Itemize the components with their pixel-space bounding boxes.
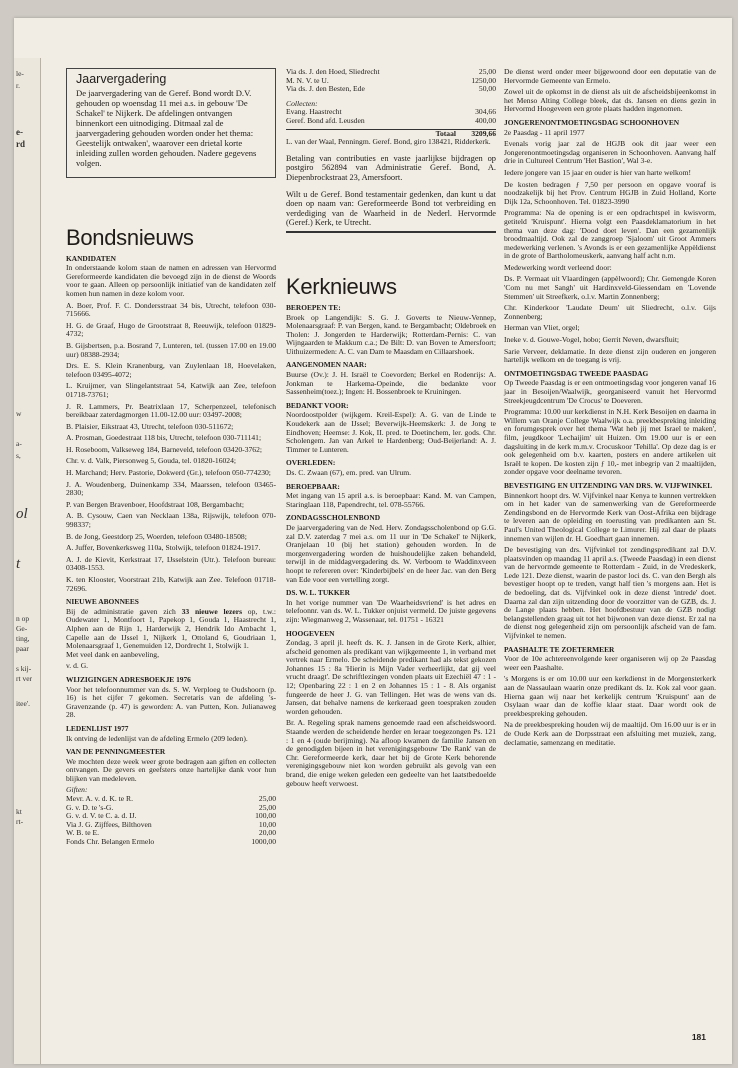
amount-value: 10,00 [258, 819, 276, 829]
paashalte-heading: PAASHALTE TE ZOETERMEER [504, 644, 615, 654]
beroepbaar-text: Met ingang van 15 april a.s. is beroepbaar: Kand. M. van Campen, Staringlaan 118, Papendrecht, tel. 078-55766. [286, 491, 496, 509]
previous-page-fragment: le- [16, 69, 24, 78]
kandidaat-entry: H. Marchand; Herv. Pastorie, Dokwerd (Gr.), telefoon 050-774230; [66, 468, 271, 478]
previous-page-fragment: e- [16, 127, 23, 137]
jongeren_schoonhoven-paragraph: De kosten bedragen ƒ 7,50 per persoon en opgave vooraf is noodzakelijk bij het Prov. Centrum HGJB in Zuid Holland, Korte Dijk 12a, Schoonhoven. Tel. 01823-3990 [504, 179, 716, 206]
hoogeveen-paragraph: Br. A. Regeling sprak namens genoemde raad een afscheidswoord. Staande werden de scheidende herder en leraar toegezongen Ps. 121 : 1 en 4 (oude berijming). Na afloop kwamen de familie Jansen en de genodigden bijeen in het verenigingsgebouw 'De Rank' van de Chr. Gereformeerde kerk, daar het bij de Grote Kerk behorende verenigingsgebouw niet kon worden gebruikt als gevolg van een brand, die enige weken geleden een gedeelte van het laatstbedoelde gebouw heeft verwoest. [286, 718, 496, 788]
amount-value: 25,00 [258, 802, 276, 812]
hoogeveen-paragraph: De dienst werd onder meer bijgewoond door een deputatie van de Hervormde Gemeente van Ermelo. [504, 67, 716, 85]
jongeren_schoonhoven-paragraph: Medewerking wordt verleend door: [504, 262, 612, 272]
amount-value: 20,00 [258, 828, 276, 838]
ontmoeting_tweede-paragraph: Programma: 10.00 uur kerkdienst in N.H. Kerk Besoijen en daarna in Willem van Oranje College Waalwijk o.a. preekbespreking inleiding en forumgesprek over het thema 'Wat heb jij met Israel te maken', film, jeugdkoor 'Lechaijim' uit Huizen. Om 19.00 uur is er een dagsluiting in de kerk m.m.v. Crocuskoor 'Tehilla'. Op deze dag is er ook gelegenheid om b.v. kaarten, posters en andere artikelen uit Israël te kopen. De kosten zijn ƒ 10,- met inbegrip van 2 maaltijden, zonder opgave voor deelname tevoren. [504, 407, 716, 477]
totaal-amount: 3209,66 [460, 129, 496, 138]
previous-page-strip [14, 58, 41, 1064]
totaal-label: Totaal [286, 129, 460, 138]
giften-table [66, 795, 276, 847]
hoogeveen-heading: HOOGEVEEN [286, 628, 335, 638]
previous-page-fragment: paar [16, 644, 29, 653]
kandidaten-heading: KANDIDATEN [66, 253, 116, 263]
previous-page-fragment: ol [16, 506, 28, 522]
jongeren_schoonhoven-paragraph: Iedere jongere van 15 jaar en ouder is hier van harte welkom! [504, 167, 692, 177]
aangenomen-heading: AANGENOMEN NAAR: [286, 360, 367, 370]
previous-page-fragment: kt [16, 807, 22, 816]
tukker-text: In het vorige nummer van 'De Waarheidsvriend' is het adres en telefoonnr. van ds. W. L. Tukker onjuist vermeld. De juiste gegevens zijn: Wiegmanweg 2, Wassenaar, tel. 01751 - 16321 [286, 597, 496, 624]
jongeren_schoonhoven-paragraph: Programma: Na de opening is er een opdrachtspel in kwisvorm, getiteld 'Kruispunt'. Hierna volgt een Paasdeklamatorium in het thema van deze dag: 'Dood doet leven'. Dan een gezamenlijk broodmaaltijd. Ook zal de zanggroep 'Sjaloom' uit Groot Ammers medewerking verlenen. 's Avonds is er een gezamenlijke Appèldienst in de grote of Bartholomeuskerk, aanvang half acht n.m. [504, 208, 716, 261]
previous-page-fragment: Ge- [16, 624, 28, 633]
jongeren_schoonhoven-paragraph: Ineke v. d. Gouwe-Vogel, hobo; Gerrit Neven, dwarsfluit; [504, 335, 680, 345]
paashalte-paragraph: Voor de 10e achtereenvolgende keer organiseren wij op 2e Paasdag weer een Paashalte. [504, 654, 716, 672]
ontmoeting_tweede-heading: ONTMOETINGSDAG TWEEDE PAASDAG [504, 368, 649, 378]
contributies-text: Betaling van contributies en vaste jaarlijkse bijdragen op postgiro 562894 van Administratie Geref. Bond, A. Diepenbrockstraat 23, Amersfoort. [286, 153, 496, 182]
vijfwinkel-paragraph: De bevestiging van drs. Vijfvinkel tot zendingspredikant zal D.V. plaatsvinden op maandag 11 april a.s. (Tweede Paasdag) in een dienst van de hervormde gemeente te Rotterdam - Zuid, in de Vredeskerk, Lede 121. Deze dienst, waarin de pastor loci ds. C. van den Bergh als bevestiger hoopt op te treden, vangt half tien 's morgens aan. Het is de bedoeling, dat ds. Vijfvinkel ook in deze dienst 'intrede' doet. Daarna zal dan zijn uitzending door de voorzitter van de GZB, ds. J. de Lange plaats hebben. Het hoofdbestuur van de GZB nodigt belangstellenden graag uit tot het bijwonen van deze dienst. Er zal na de dienst nog gelegenheid zijn om persoonlijk afscheid van de fam. Vijfvinkel te nemen. [504, 545, 716, 641]
amount-name: W. B. te E. [66, 828, 100, 838]
amount-value: 25,00 [258, 794, 276, 804]
column-2 [286, 68, 496, 791]
wijzigingen-text: Voor het telefoonnummer van ds. S. W. Verploeg te Oudshoorn (p. 16) is het cijfer 7 gekomen. Secretaris van de afdeling 's-Gravenzande (p. 47) is geworden: A. van Putten, Kon. Julianaweg 28. [66, 684, 276, 720]
amount-name: M. N. V. te U. [286, 75, 329, 85]
amount-value: 400,00 [475, 115, 496, 125]
abonnees-text-before: Bij de administratie gaven zich [66, 606, 182, 616]
kerknieuws-column-3 [504, 68, 716, 747]
vijfwinkel-heading: BEVESTIGING EN UITZENDING VAN DRS. W. VIJFWINKEL [504, 480, 713, 490]
abonnees-text [66, 608, 276, 660]
jongeren_schoonhoven-paragraph: 2e Paasdag - 11 april 1977 [504, 127, 585, 137]
abonnees-heading: NIEUWE ABONNEES [66, 597, 139, 607]
previous-page-fragment: t [16, 556, 21, 572]
kerknieuws-title: Kerknieuws [286, 273, 397, 299]
testament-text: Wilt u de Geref. Bond testamentair gedenken, dan kunt u dat doen op naam van: Gereformeerde Bond tot verbreiding en verdediging van de Waarheid in de Nederl. Hervormde (Geref.) Kerk, te Utrecht. [286, 189, 496, 228]
bondsnieuws-title: Bondsnieuws [66, 224, 194, 250]
jongeren_schoonhoven-paragraph: Ds. P. Vermaat uit Vlaardingen (appèlwoord); Chr. Gemengde Koren 'Com nu met Sangh' uit Hardinxveld-Giessendam en 'Lovende Stemmen' uit Streefkerk, o.l.v. Martin Zonnenberg; [504, 274, 716, 301]
amount-value: 1250,00 [471, 75, 496, 85]
collecten-label: Collecten: [286, 98, 318, 108]
kandidaat-entry: J. R. Lammers, Pr. Beatrixlaan 17, Scherpenzeel, telefonisch bereikbaar zaterdagmorgen 11.00-12.00 uur: 03497-2008; [66, 401, 276, 420]
beroepen_te-text: Broek op Langendijk: S. G. J. Goverts te Nieuw-Vennep, Molenaarsgraaf: P. van Bergen, kand. te Bergambacht; Oldebroek en Tholen: J. Jongerden te Harderwijk; Rotterdam-Pernis: C. van Wijngaarden te Makkum c.a.; De Bilt: D. van Boven te Amersfoort; Uithuizermeden: A. C. van Dam te Maasdam en Cillaarshoek. [286, 312, 496, 356]
hoogeveen-paragraph: Zondag, 3 april jl. heeft ds. K. J. Jansen in de Grote Kerk, alhier, afscheid genomen als predikant van wijkgemeente 1, in verband met vertrek naar Ermelo. De scheidende predikant had als tekst gekozen Johannes 15 : 8a 'Hierin is Mijn Vader verheerlijkt, dat gij veel vrucht draagt'. De schriftlezingen vonden plaats uit Ezechiël 47 : 1 - 12; Openbaring 22 : 1 en 2 en Johannes 15 : 1 - 8. Als organist fungeerde de heer J. G. van Tellingen. Het was de wens van ds. Jansen, dat behalve namens de kerkeraad geen toespraken zouden worden gehouden. [286, 638, 496, 716]
previous-page-fragment: s, [16, 451, 21, 460]
previous-page-fragment: rd [16, 139, 25, 149]
kandidaat-entry: J. A. Woudenberg, Duinenkamp 334, Maarssen, telefoon 03465-2830; [66, 479, 276, 498]
ledenlijst-heading: LEDENLIJST 1977 [66, 723, 129, 733]
previous-page-fragment: a- [16, 439, 22, 448]
jongeren_schoonhoven-paragraph: Chr. Kinderkoor 'Laudate Deum' uit Sliedrecht, o.l.v. Gijs Zonnenberg; [504, 303, 716, 321]
previous-page-fragment: ting, [16, 634, 30, 643]
abonnees-closing: Met veel dank en aanbeveling, [66, 649, 159, 659]
penningmeester-text: We mochten deze week weer grote bedragen aan giften en collecten ontvangen. De gevers en geefsters onze hartelijke dank voor hun blijken van medeleven. [66, 756, 276, 783]
paashalte-paragraph: Na de preekbespreking houden wij de maaltijd. Om 16.00 uur is er in de Oude Kerk aan de Dorpsstraat een afsluiting met muziek, zang, declamatie, samenzang en meditatie. [504, 720, 716, 747]
amount-value: 50,00 [478, 84, 496, 94]
kandidaten-list [66, 264, 276, 593]
kandidaat-entry: A. J. de Kievit, Kerkstraat 17, IJsselstein (Utr.). Telefoon bureau: 03408-1553. [66, 554, 276, 573]
beroepbaar-heading: BEROEPBAAR: [286, 481, 340, 491]
abonnees-text-after: op, t.w.: Oudewater 1, Montfoort 1, Papekop 1, Gouda 1, Haastrecht 1, Alphen aan de Rijn 1, Harderwijk 2, Hendrik Ido Ambacht 1, Capelle aan de IJssel 1, Nijkerk 1, Ottoland 6, Goudriaan 1, Molenaarsgraaf 1, Genemuiden 12, Dordrecht 1, Stolwijk 1. [66, 606, 277, 651]
jongeren_schoonhoven-paragraph: Herman van Vliet, orgel; [504, 323, 580, 333]
hoogeveen-paragraph: Zowel uit de opkomst in de dienst als uit de afscheidsbijeenkomst in het Menso Alting College bleek, dat ds. Jansen en diens gezin in Hervormd Hoogeveen een grote plaats hadden ingenomen. [504, 87, 716, 114]
jaarvergadering-text: De jaarvergadering van de Geref. Bond wordt D.V. gehouden op woensdag 11 mei a.s. in gebouw 'De Schakel' te Nijkerk. De afdelingen ontvangen binnenkort een uitnodiging. Ditmaal zal de jaarvergadering gehouden worden onder het thema: Geestelijk ontwaken', waarover een drietal korte inleiding zullen worden gehouden. Nadere gegevens volgen. [76, 87, 257, 168]
kandidaat-entry: A. B. Cysouw, Caen van Necklaan 138a, Rijswijk, telefoon 070-998337; [66, 511, 276, 530]
overleden-text: Ds. C. Zwaan (67), em. pred. van Ulrum. [286, 468, 412, 477]
zondagsschool-heading: ZONDAGSSCHOLENBOND [286, 513, 381, 523]
jongeren_schoonhoven-paragraph: Sarie Verveer, deklamatie. In deze dienst zijn ouderen en jongeren hartelijk welkom en de toegang is vrij. [504, 346, 716, 365]
previous-page-fragment: rt- [16, 817, 24, 826]
amount-name: Geref. Bond afd. Leusden [286, 115, 365, 125]
beroepen_te-heading: BEROEPEN TE: [286, 302, 341, 312]
kandidaat-entry: L. Kruijmer, van Slingelantstraat 54, Katwijk aan Zee, telefoon 01718-73761; [66, 381, 276, 399]
kandidaat-entry: K. ten Klooster, Voorstraat 21b, Katwijk aan Zee. Telefoon 01718-72696. [66, 575, 276, 593]
amount-value: 100,00 [255, 811, 276, 821]
kandidaat-entry: B. Plaisier, Eikstraat 43, Utrecht, telefoon 030-511672; [66, 421, 234, 431]
amount-value: 1000,00 [251, 837, 276, 847]
jongeren_schoonhoven-paragraph: Evenals vorig jaar zal de HGJB ook dit jaar weer een Jongerenontmoetingsdag organiseren in Schoonhoven. Aanvang half drie in Cultureel Centrum 'Het Bastion', Wal 3-e. [504, 139, 716, 166]
kandidaat-entry: B. Gijsbertsen, p.a. Bosrand 7, Lunteren, tel. (tussen 17.00 en 19.00 uur) 08388-2934; [66, 340, 276, 359]
giften-label: Giften: [66, 785, 88, 795]
jaarvergadering-title: Jaarvergadering [76, 72, 167, 86]
column-3 [504, 68, 716, 750]
amount-name: Fonds Chr. Belangen Ermelo [66, 837, 155, 847]
tukker-heading: DS. W. L. TUKKER [286, 588, 350, 598]
aangenomen-text: Buurse (Ov.): J. H. Israël te Coevorden; Berkel en Rodenrijs: A. Jonkman te Harkema-Opeinde, die bedankte voor Sassenheim(toez.); Ingen: H. Bossenbroek te Kruiningen. [286, 370, 496, 397]
amount-name: G. v. D. te 's-G. [66, 802, 114, 812]
previous-page-fragment: w [16, 409, 22, 418]
penningmeester-heading: VAN DE PENNINGMEESTER [66, 747, 166, 757]
giften-cont-table [286, 68, 496, 94]
abonnees-sign: v. d. G. [66, 661, 89, 671]
kandidaat-entry: A. Juffer, Bovenkerksweg 110a, Stolwijk, telefoon 01824-1917. [66, 543, 261, 553]
amount-name: Via ds. J. den Besten, Ede [286, 84, 365, 94]
magazine-page [14, 18, 732, 1064]
amount-name: Via ds. J. den Hoed, Sliedrecht [286, 67, 380, 76]
kandidaat-entry: H. Roseboom, Valkseweg 184, Barneveld, telefoon 03420-3762; [66, 444, 262, 454]
zondagsschool-text: De jaarvergadering van de Ned. Herv. Zondagsscholenbond op G.G. zal D.V. zaterdag 7 mei a.s. om 11 uur in 'De Schakel' te Nijkerk, Oranjelaan 10 (bij het station) gehouden worden. In de morgenvergadering worden de huishoudelijke zaken behandeld, terwijl in de middagvergadering ds. W. Verboom te Waddinxveen hoopt te refereren over: 'Kinderbijbels' en de heer Jac. van den Berg van Ede voor een vertelling zorgt. [286, 522, 496, 584]
penningmeester-sign: L. van der Waal, Penningm. Geref. Bond, giro 138421, Ridderkerk. [286, 137, 491, 147]
amount-name: G. v. d. V. te C. a. d. IJ. [66, 811, 137, 821]
kandidaat-entry: H. G. de Graaf, Hugo de Grootstraat 8, Reeuwijk, telefoon 01829-4732; [66, 320, 276, 339]
section-rule [286, 231, 496, 233]
kandidaat-entry: P. van Bergen Bravenboer, Hoofdstraat 108, Bergambacht; [66, 499, 245, 509]
page-number: 181 [691, 1032, 706, 1042]
kandidaat-entry: B. de Jong, Geestdorp 25, Woerden, telefoon 03480-18508; [66, 531, 247, 541]
wijzigingen-heading: WIJZIGINGEN ADRESBOEKJE 1976 [66, 674, 191, 684]
abonnees-count: 33 nieuwe lezers [181, 606, 243, 616]
previous-page-fragment: n op [16, 614, 30, 623]
amount-row [286, 85, 496, 94]
bedankt-text: Noordoostpolder (wijkgem. Kreil-Espel): A. G. van de Linde te Koudekerk aan de IJssel; Beverwijk-Heemskerk: J. de Jong te Eindhoven; Heemse: J. Kok, II. pred. te Doetinchem, ler. gods. Chr. Scholengem. Jan van Arkel te Hardenberg; Oud-Beijerland: A. J. Timmer te Lunteren. [286, 410, 496, 454]
amount-row [66, 838, 276, 847]
kandidaat-entry: Chr. v. d. Valk, Piersonweg 5, Gouda, tel. 01820-16024; [66, 456, 237, 466]
column-1 [66, 68, 276, 847]
amount-row [286, 117, 496, 126]
previous-page-fragment: s kij- [16, 664, 32, 673]
kandidaat-entry: A. Prosman, Goedestraat 118 bis, Utrecht, telefoon 030-711141; [66, 433, 262, 443]
ontmoeting_tweede-paragraph: Op Tweede Paasdag is er een ontmoetingsdag voor jongeren vanaf 16 jaar in Besoijen/Waalwijk, georganiseerd vanuit het Hervormd Streekjeugdcentrum 'De Crocus' te Doeveren. [504, 378, 716, 405]
kandidaat-entry: Drs. E. S. Klein Kranenburg, van Zuylenlaan 18, Hoevelaken, telefoon 03495-4072; [66, 361, 276, 379]
kerknieuws-column-2 [286, 304, 496, 788]
previous-page-fragment: r. [16, 81, 20, 90]
paashalte-paragraph: 's Morgens is er om 10.00 uur een kerkdienst in de Morgensterkerk aan de Nassaulaan waarin onze predikant ds. Iz. Kok zal voor gaan. Hierna gaan wij naar het kerkelijk centrum 'Kruispunt' aan de Osylaan waar dan de koffie klaar staat. Daar wordt ook de preekbespreking gehouden. [504, 674, 716, 718]
ledenlijst-text: Ik ontving de ledenlijst van de afdeling Ermelo (209 leden). [66, 733, 248, 743]
amount-name: Via J. G. Zijffees, Bilthoven [66, 819, 152, 829]
vijfwinkel-paragraph: Binnenkort hoopt drs. W. Vijfvinkel naar Kenya te kunnen vertrekken om in het kader van de samenwerking van de Gereformeerde Zendingsbond en de Hervormde Kerk van Oost-Afrika een bijdrage te leveren aan de opleiding en toerusting van predikanten aan St. Paul's United Theological College te Limurer. Hij zal daar de plaats innemen van wijlen dr. H. Goedhart gaan innemen. [504, 490, 716, 543]
bedankt-heading: BEDANKT VOOR: [286, 400, 349, 410]
amount-value: 25,00 [478, 67, 496, 76]
previous-page-fragment: itee'. [16, 699, 31, 708]
kandidaat-entry: A. Boer, Prof. F. C. Dondersstraat 34 bis, Utrecht, telefoon 030-715666. [66, 300, 276, 319]
amount-name: Evang. Haastrecht [286, 107, 342, 117]
amount-name: Mevr. A. v. d. K. te R. [66, 794, 134, 804]
kandidaat-entry: In onderstaande kolom staan de namen en adressen van Hervormd Gereformeerde kandidaten die bevoegd zijn in de dienst de Woords voor te gaan. Alleen op persoonlijk initiatief van de kandidaten zelf komen hun namen in deze kolom voor. [66, 263, 276, 298]
overleden-heading: OVERLEDEN: [286, 458, 336, 468]
collecten-table [286, 108, 496, 125]
previous-page-fragment: rt ver [16, 674, 33, 683]
jaarvergadering-box [66, 68, 276, 178]
jongeren_schoonhoven-heading: JONGERENONTMOETINGSDAG SCHOONHOVEN [504, 117, 680, 127]
amount-value: 304,66 [475, 107, 496, 117]
